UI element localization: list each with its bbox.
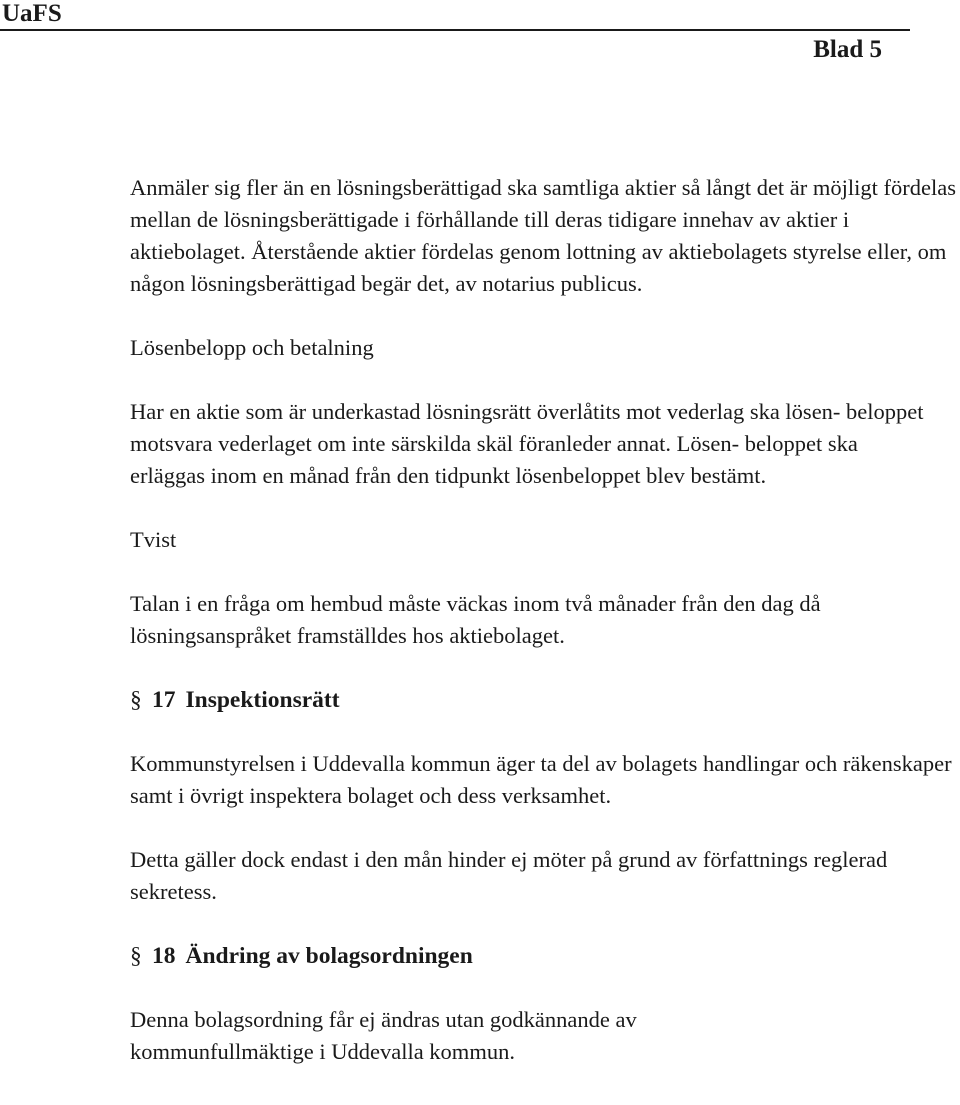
paragraph-inspektion: Kommunstyrelsen i Uddevalla kommun äger ta del av bolagets handlingar och räkenskaper samt i övrigt inspektera bolaget och dess verksamhet. [130,751,952,808]
section-symbol: § [130,943,142,969]
paragraph-losenbelopp: Har en aktie som är underkastad lösningsrätt överlåtits mot vederlag ska lösen- beloppet motsvara vederlaget om inte särskilda skäl föranleder annat. Lösen- beloppet ska erläggas inom en månad från den tidpunkt lösenbeloppet blev bestämt. [130,399,924,488]
section-17-heading [130,684,960,716]
paragraph-andring: Denna bolagsordning får ej ändras utan godkännande av kommunfullmäktige i Uddevalla kommun. [130,1007,637,1064]
section-18-heading [130,940,960,972]
paragraph-sekretess: Detta gäller dock endast i den mån hinder ej möter på grund av författnings reglerad sekretess. [130,847,888,904]
paragraph-tvist: Talan i en fråga om hembud måste väckas inom två månader från den dag då lösningsanspråket framställdes hos aktiebolaget. [130,591,821,648]
section-symbol: § [130,687,142,713]
document-body [130,172,960,1068]
heading-tvist: Tvist [130,527,177,552]
paragraph-fordelning: Anmäler sig fler än en lösningsberättigad ska samtliga aktier så långt det är möjligt fördelas mellan de lösningsberättigade i förhållande till deras tidigare innehav av aktier i aktiebolaget. Återstående aktier fördelas genom lottning av aktiebolagets styrelse eller, om någon lösningsberättigad begär det, av notarius publicus. [130,175,957,296]
header-rule [0,29,910,31]
section-title: Ändring av bolagsordningen [185,943,473,969]
section-number: 18 [152,943,176,969]
page-label: Blad 5 [813,36,882,63]
section-title: Inspektionsrätt [185,687,340,713]
org-name: UaFS [2,0,62,27]
section-number: 17 [152,687,176,713]
heading-losenbelopp: Lösenbelopp och betalning [130,335,374,360]
